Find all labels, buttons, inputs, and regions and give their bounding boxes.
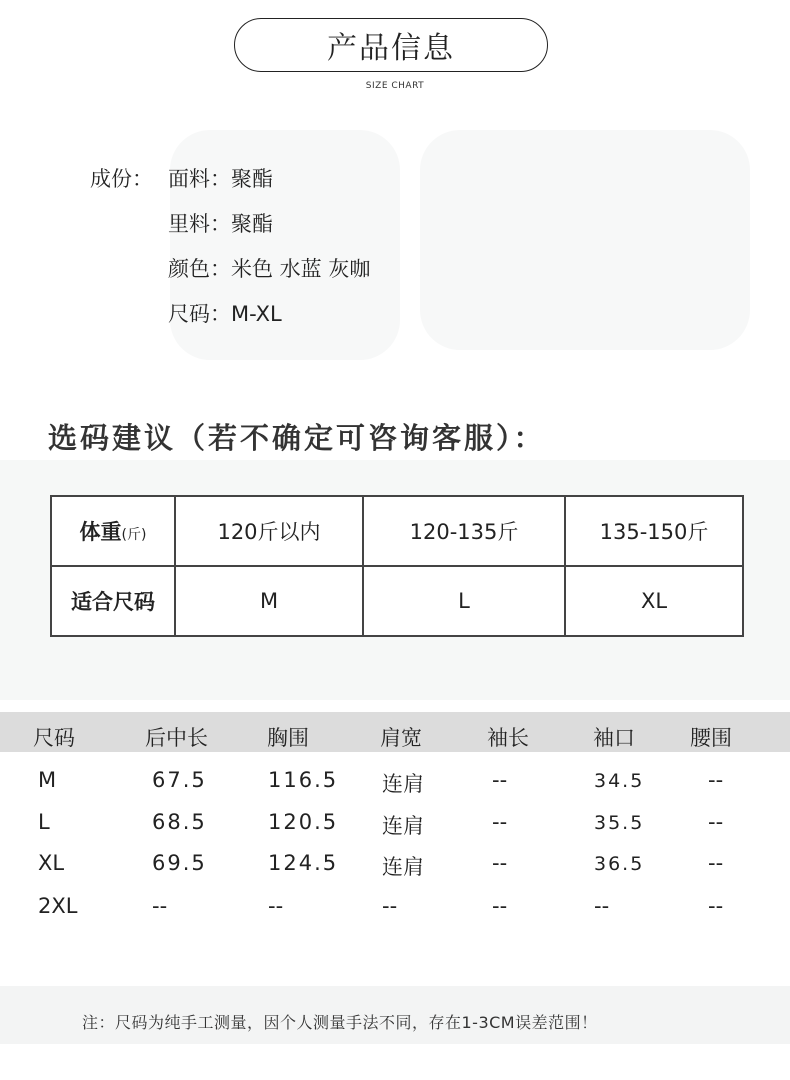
shoulder-cell: 连肩 <box>382 814 424 838</box>
info-row-lining <box>168 208 273 238</box>
measurement-note: 注：尺码为纯手工测量，因个人测量手法不同，存在1-3CM误差范围！ <box>82 1013 598 1032</box>
sleeve-cell: -- <box>492 810 508 834</box>
cuff-cell: 36.5 <box>594 853 645 875</box>
weight-unit: (斤) <box>121 527 147 543</box>
size-suggestion-table <box>50 495 744 637</box>
info-row-fabric <box>168 163 273 193</box>
size-cell: M <box>175 566 363 636</box>
length-cell: 67.5 <box>152 768 207 792</box>
column-header: 肩宽 <box>380 726 422 750</box>
cuff-cell: -- <box>594 894 610 918</box>
size-name-cell: M <box>38 768 57 792</box>
size-cell: XL <box>565 566 743 636</box>
waist-cell: -- <box>708 810 724 834</box>
info-value: 米色 水蓝 灰咖 <box>231 257 371 281</box>
chest-cell: 124.5 <box>268 851 339 875</box>
sleeve-cell: -- <box>492 768 508 792</box>
fit-size-row-header: 适合尺码 <box>51 566 175 636</box>
length-cell: 68.5 <box>152 810 207 834</box>
column-header: 袖长 <box>487 726 529 750</box>
chest-cell: -- <box>268 894 284 918</box>
background-ghost-shape <box>420 130 750 350</box>
weight-label: 体重 <box>79 520 122 544</box>
size-name-cell: L <box>38 810 50 834</box>
table-row <box>51 566 743 636</box>
cuff-cell: 34.5 <box>594 770 645 792</box>
sleeve-cell: -- <box>492 851 508 875</box>
page-subtitle: SIZE CHART <box>365 81 425 91</box>
info-value: 聚酯 <box>231 212 273 236</box>
info-row-size <box>168 298 282 328</box>
size-name-cell: 2XL <box>38 894 78 918</box>
waist-cell: -- <box>708 894 724 918</box>
column-header: 袖口 <box>593 726 635 750</box>
weight-row-header <box>51 496 175 566</box>
info-value: M-XL <box>231 302 282 326</box>
info-label: 颜色： <box>168 257 231 281</box>
size-cell: L <box>363 566 565 636</box>
column-header: 尺码 <box>33 726 75 750</box>
shoulder-cell: 连肩 <box>382 772 424 796</box>
size-name-cell: XL <box>38 851 65 875</box>
weight-cell: 120-135斤 <box>363 496 565 566</box>
cuff-cell: 35.5 <box>594 812 645 834</box>
info-row-color <box>168 253 370 283</box>
info-label: 面料： <box>168 167 231 191</box>
page-title-text: 产品信息 <box>327 31 455 66</box>
length-cell: 69.5 <box>152 851 207 875</box>
info-label: 里料： <box>168 212 231 236</box>
page-title <box>234 18 548 72</box>
length-cell: -- <box>152 894 168 918</box>
sleeve-cell: -- <box>492 894 508 918</box>
info-label: 尺码： <box>168 302 231 326</box>
info-value: 聚酯 <box>231 167 273 191</box>
chest-cell: 116.5 <box>268 768 339 792</box>
chest-cell: 120.5 <box>268 810 339 834</box>
waist-cell: -- <box>708 851 724 875</box>
size-suggestion-heading: 选码建议（若不确定可咨询客服）： <box>48 421 546 455</box>
column-header: 胸围 <box>267 726 309 750</box>
column-header: 腰围 <box>690 726 732 750</box>
weight-cell: 120斤以内 <box>175 496 363 566</box>
composition-label: 成份： <box>90 167 153 191</box>
weight-cell: 135-150斤 <box>565 496 743 566</box>
shoulder-cell: -- <box>382 894 398 918</box>
waist-cell: -- <box>708 768 724 792</box>
table-row <box>51 496 743 566</box>
column-header: 后中长 <box>145 726 208 750</box>
shoulder-cell: 连肩 <box>382 855 424 879</box>
